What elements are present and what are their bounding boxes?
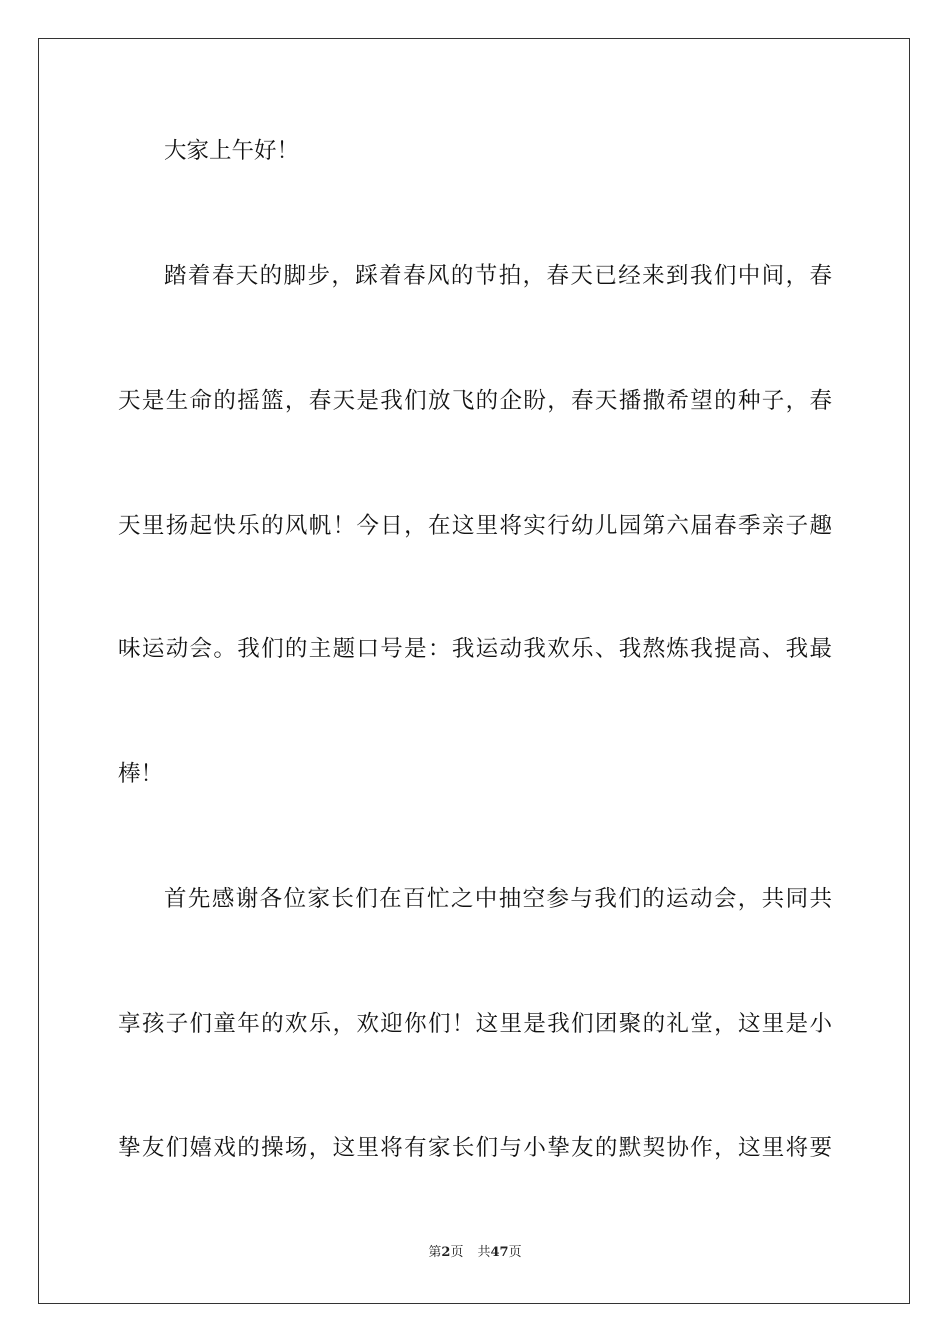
footer-page-prefix: 第: [428, 1245, 442, 1260]
text-line-5: 棒！: [118, 761, 164, 787]
page-footer: [0, 1244, 950, 1262]
text-line-4: 味运动会。我们的主题口号是：我运动我欢乐、我熬炼我提高、我最: [118, 636, 832, 662]
text-line-3: 天里扬起快乐的风帆！今日，在这里将实行幼儿园第六届春季亲子趣: [118, 513, 832, 539]
text-line-7: 享孩子们童年的欢乐，欢迎你们！这里是我们团聚的礼堂，这里是小: [118, 1011, 832, 1037]
footer-total-pages: 47: [490, 1245, 509, 1260]
footer-page-suffix: 页: [450, 1245, 464, 1260]
footer-page-number: 2: [441, 1245, 451, 1260]
text-line-greeting: 大家上午好！: [164, 138, 300, 164]
text-line-8: 挚友们嬉戏的操场，这里将有家长们与小挚友的默契协作，这里将要: [118, 1135, 832, 1161]
text-line-1: 踏着春天的脚步，踩着春风的节拍，春天已经来到我们中间，春: [164, 263, 832, 289]
footer-total-suffix: 页: [508, 1245, 522, 1260]
page-border: [38, 38, 910, 1304]
text-line-6: 首先感谢各位家长们在百忙之中抽空参与我们的运动会，共同共: [164, 886, 832, 912]
text-line-2: 天是生命的摇篮，春天是我们放飞的企盼，春天播撒希望的种子，春: [118, 388, 832, 414]
footer-total-prefix: 共: [477, 1245, 491, 1260]
